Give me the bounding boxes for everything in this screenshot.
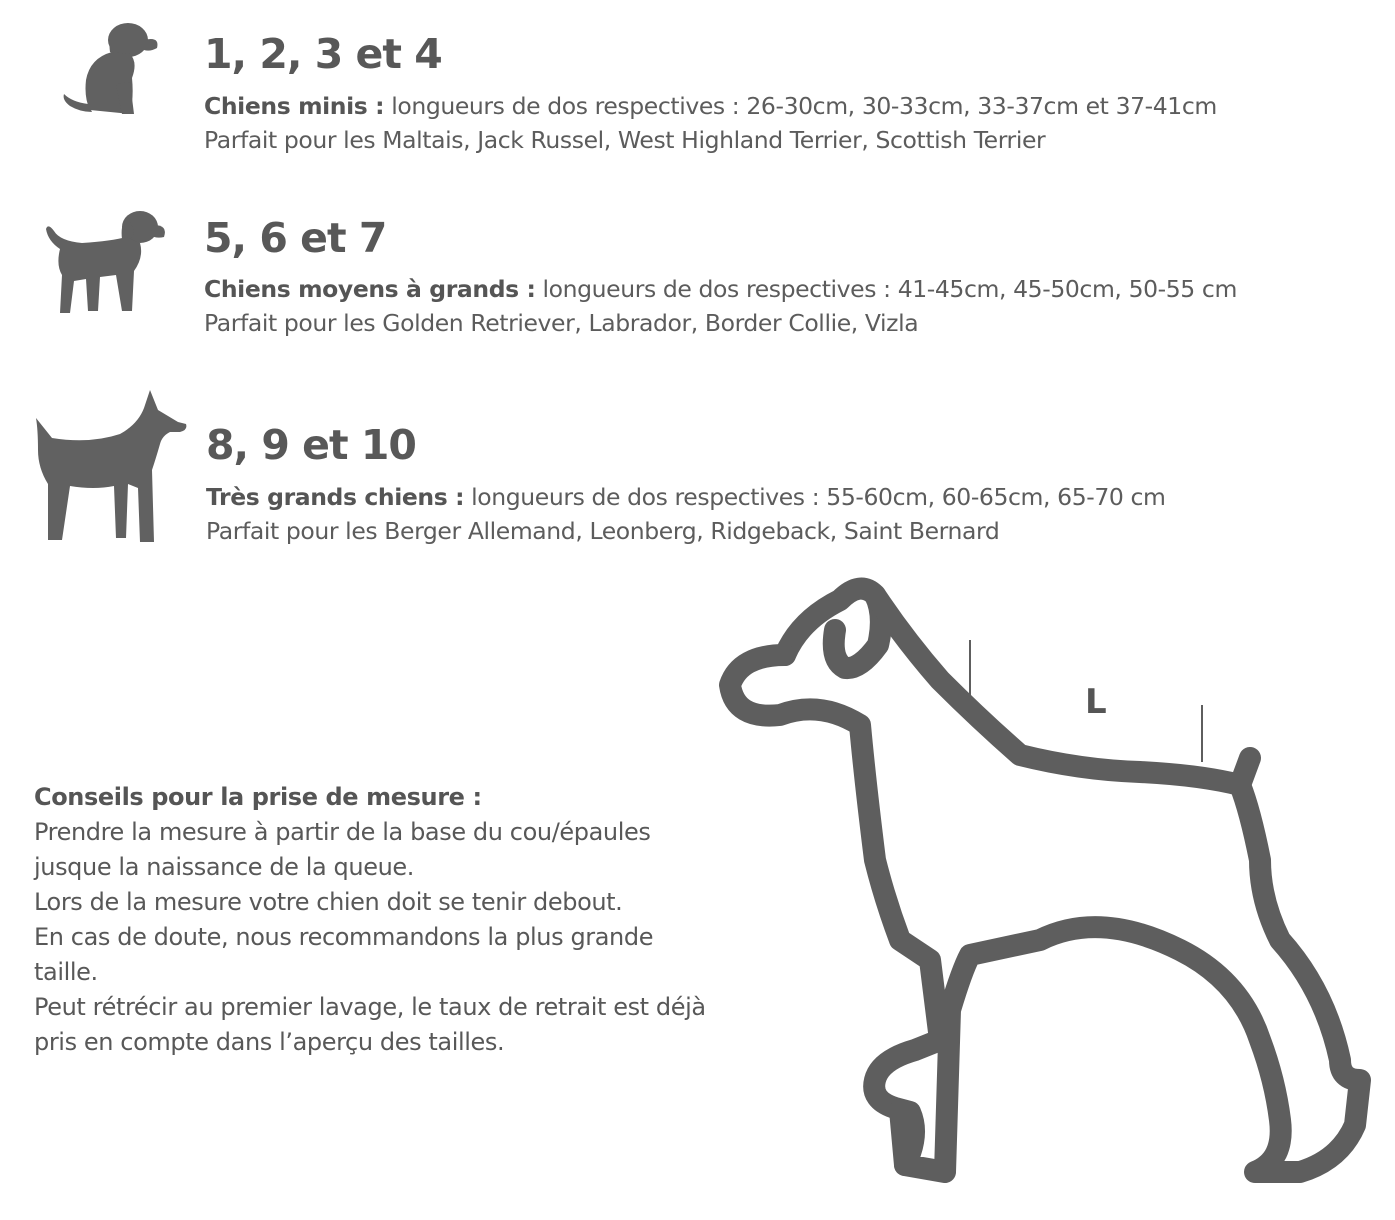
small-dog-sitting-icon xyxy=(60,18,160,118)
advice-line: Peut rétrécir au premier lavage, le taux de retrait est déjà xyxy=(34,993,706,1021)
advice-line: Prendre la mesure à partir de la base du cou/épaules xyxy=(34,818,651,846)
size-breeds: Parfait pour les Golden Retriever, Labrador, Border Collie, Vizla xyxy=(204,309,919,337)
large-dog-icon xyxy=(30,388,190,548)
size-group-3 xyxy=(206,421,1166,548)
dog-outline-icon xyxy=(700,560,1380,1210)
advice-line: taille. xyxy=(34,958,98,986)
size-lengths-line xyxy=(206,480,1166,514)
size-lengths-line xyxy=(204,89,1217,123)
advice-heading: Conseils pour la prise de mesure : xyxy=(34,783,482,811)
size-lengths: longueurs de dos respectives : 41-45cm, 45-50cm, 50-55 cm xyxy=(535,275,1237,303)
size-breeds: Parfait pour les Berger Allemand, Leonberg, Ridgeback, Saint Bernard xyxy=(206,517,1000,545)
size-group-1 xyxy=(204,30,1217,157)
advice-line: En cas de doute, nous recommandons la plus grande xyxy=(34,923,654,951)
size-lengths: longueurs de dos respectives : 55-60cm, 60-65cm, 65-70 cm xyxy=(464,483,1166,511)
dog-measurement-diagram xyxy=(700,560,1380,1214)
size-group-2 xyxy=(204,214,1237,340)
size-title: 5, 6 et 7 xyxy=(204,214,387,262)
size-category: Très grands chiens : xyxy=(206,483,465,511)
size-title: 8, 9 et 10 xyxy=(206,421,416,469)
advice-line: jusque la naissance de la queue. xyxy=(34,853,414,881)
medium-dog-icon xyxy=(42,205,168,317)
size-title: 1, 2, 3 et 4 xyxy=(204,30,442,78)
size-lengths: longueurs de dos respectives : 26-30cm, 30-33cm, 33-37cm et 37-41cm xyxy=(384,92,1217,120)
length-label: L xyxy=(1085,682,1107,722)
size-lengths-line xyxy=(204,272,1237,306)
advice-line: Lors de la mesure votre chien doit se tenir debout. xyxy=(34,888,623,916)
size-category: Chiens moyens à grands : xyxy=(204,275,536,303)
size-breeds: Parfait pour les Maltais, Jack Russel, West Highland Terrier, Scottish Terrier xyxy=(204,126,1046,154)
advice-line: pris en compte dans l’aperçu des tailles. xyxy=(34,1028,505,1056)
size-category: Chiens minis : xyxy=(204,92,385,120)
